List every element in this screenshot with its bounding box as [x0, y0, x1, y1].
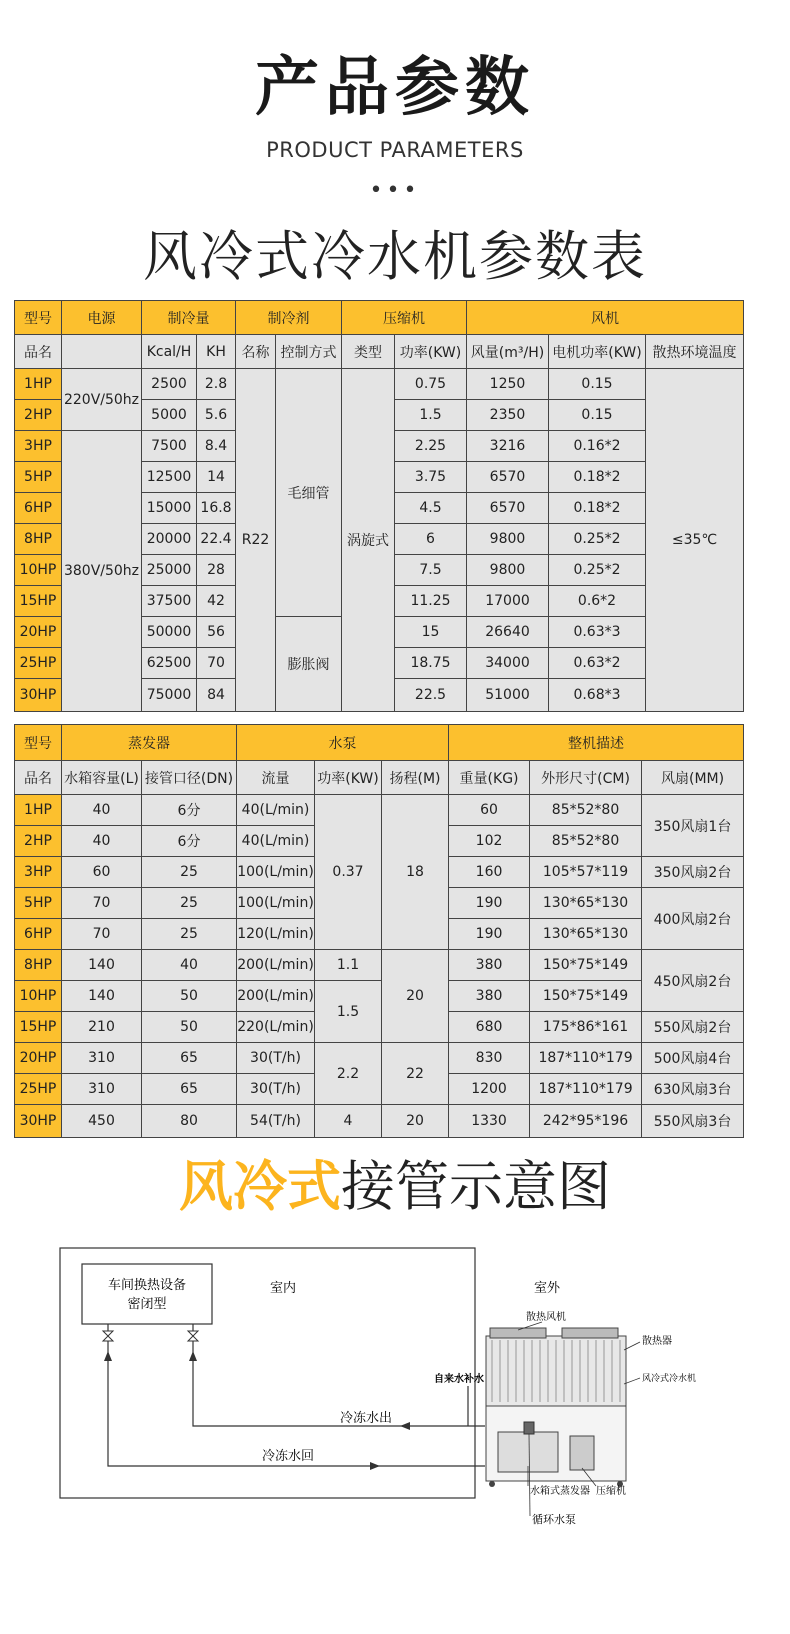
compressor-label: 压缩机 [596, 1486, 626, 1497]
weight-cell: 380 [449, 950, 530, 981]
kh-cell: 14 [197, 462, 236, 493]
fan-icon [490, 1328, 546, 1338]
airflow-cell: 2350 [467, 400, 549, 431]
fan-cell: 550风扇3台 [642, 1105, 744, 1138]
model-cell: 5HP [15, 462, 62, 493]
indoor-label: 室内 [270, 1281, 297, 1296]
model-cell: 15HP [15, 1012, 62, 1043]
pump-kw-cell: 4 [315, 1105, 382, 1138]
kcal-cell: 15000 [142, 493, 197, 524]
airflow-cell: 6570 [467, 493, 549, 524]
pump-label: 循环水泵 [532, 1513, 576, 1526]
kh-cell: 70 [197, 648, 236, 679]
model-cell: 20HP [15, 1043, 62, 1074]
table1-sub-motor: 电机功率(KW) [549, 335, 646, 369]
kw-cell: 1.5 [395, 400, 467, 431]
table2-header-evaporator: 蒸发器 [62, 725, 237, 761]
kw-cell: 4.5 [395, 493, 467, 524]
kcal-cell: 7500 [142, 431, 197, 462]
weight-cell: 160 [449, 857, 530, 888]
motor-cell: 0.18*2 [549, 462, 646, 493]
control-cell: 膨胀阀 [276, 617, 342, 712]
model-cell: 1HP [15, 369, 62, 400]
valve-icon [103, 1331, 113, 1341]
model-cell: 25HP [15, 648, 62, 679]
table-row [15, 981, 744, 1012]
fan-cell: 350风扇1台 [642, 795, 744, 857]
pump-kw-cell: 2.2 [315, 1043, 382, 1105]
flow-cell: 120(L/min) [237, 919, 315, 950]
params-table-1 [14, 300, 744, 712]
table-row [15, 795, 744, 826]
table1-sub-ref-name: 名称 [236, 335, 276, 369]
pipe-cell: 25 [142, 857, 237, 888]
table2-sub-weight: 重量(KG) [449, 761, 530, 795]
model-cell: 15HP [15, 586, 62, 617]
return-pipe [108, 1324, 485, 1466]
flow-cell: 30(T/h) [237, 1074, 315, 1105]
table1-sub-type: 类型 [342, 335, 395, 369]
table1-header-power: 电源 [62, 301, 142, 335]
table1-subheader-row [15, 335, 744, 369]
weight-cell: 1200 [449, 1074, 530, 1105]
arrow-right-icon [370, 1462, 380, 1470]
size-cell: 187*110*179 [530, 1074, 642, 1105]
tank-cell: 70 [62, 919, 142, 950]
kcal-cell: 20000 [142, 524, 197, 555]
model-cell: 8HP [15, 524, 62, 555]
airflow-cell: 9800 [467, 555, 549, 586]
table2-sub-pump-kw: 功率(KW) [315, 761, 382, 795]
table1-header-refrigerant: 制冷剂 [236, 301, 342, 335]
table1-sub-airflow: 风量(m³/H) [467, 335, 549, 369]
pipe-cell: 80 [142, 1105, 237, 1138]
size-cell: 85*52*80 [530, 826, 642, 857]
flow-cell: 40(L/min) [237, 826, 315, 857]
flow-cell: 200(L/min) [237, 950, 315, 981]
params-table-2 [14, 724, 744, 1138]
compressor-icon [570, 1436, 594, 1470]
page-subtitle: PRODUCT PARAMETERS [266, 138, 524, 162]
size-cell: 85*52*80 [530, 795, 642, 826]
flow-cell: 200(L/min) [237, 981, 315, 1012]
control-cell: 毛细管 [276, 369, 342, 617]
fan-cell: 630风扇3台 [642, 1074, 744, 1105]
model-cell: 30HP [15, 679, 62, 712]
unit-label: 风冷式冷水机 [642, 1374, 697, 1384]
airflow-cell: 17000 [467, 586, 549, 617]
table1-sub-kcal: Kcal/H [142, 335, 197, 369]
table-row [15, 369, 744, 400]
table1-sub-kh: KH [197, 335, 236, 369]
kw-cell: 11.25 [395, 586, 467, 617]
table1-header-cooling: 制冷量 [142, 301, 236, 335]
kh-cell: 2.8 [197, 369, 236, 400]
motor-cell: 0.6*2 [549, 586, 646, 617]
model-cell: 10HP [15, 555, 62, 586]
return-label: 冷冻水回 [262, 1449, 315, 1464]
size-cell: 130*65*130 [530, 919, 642, 950]
equipment-label-1: 车间换热设备 [107, 1278, 187, 1293]
airflow-cell: 1250 [467, 369, 549, 400]
model-cell: 10HP [15, 981, 62, 1012]
arrow-left-icon [400, 1422, 410, 1430]
kcal-cell: 50000 [142, 617, 197, 648]
makeup-label: 自来水补水 [434, 1374, 484, 1385]
chiller-unit [486, 1328, 626, 1487]
model-cell: 20HP [15, 617, 62, 648]
weight-cell: 380 [449, 981, 530, 1012]
arrow-up-icon [189, 1351, 197, 1361]
model-cell: 8HP [15, 950, 62, 981]
table2-sub-size: 外形尺寸(CM) [530, 761, 642, 795]
kw-cell: 6 [395, 524, 467, 555]
model-cell: 3HP [15, 857, 62, 888]
table2-subheader-row [15, 761, 744, 795]
tank-cell: 210 [62, 1012, 142, 1043]
size-cell: 187*110*179 [530, 1043, 642, 1074]
piping-diagram [40, 1236, 740, 1566]
table1-header-model: 型号 [15, 301, 62, 335]
outdoor-label: 室外 [534, 1281, 561, 1296]
airflow-cell: 3216 [467, 431, 549, 462]
pump-kw-cell: 0.37 [315, 795, 382, 950]
table2-sub-fan: 风扇(MM) [642, 761, 744, 795]
fan-cell: 400风扇2台 [642, 888, 744, 950]
weight-cell: 830 [449, 1043, 530, 1074]
table2-header-machine: 整机描述 [449, 725, 744, 761]
weight-cell: 60 [449, 795, 530, 826]
pipe-cell: 65 [142, 1043, 237, 1074]
env-temp-cell: ≤35℃ [646, 369, 744, 712]
airflow-cell: 9800 [467, 524, 549, 555]
kcal-cell: 75000 [142, 679, 197, 712]
table2-header-row [15, 725, 744, 761]
pump-head-cell: 20 [382, 950, 449, 1043]
size-cell: 130*65*130 [530, 888, 642, 919]
airflow-cell: 26640 [467, 617, 549, 648]
model-cell: 3HP [15, 431, 62, 462]
table2-sub-name: 品名 [15, 761, 62, 795]
fan-cell: 500风扇4台 [642, 1043, 744, 1074]
fan-cell: 550风扇2台 [642, 1012, 744, 1043]
pipe-cell: 40 [142, 950, 237, 981]
kw-cell: 22.5 [395, 679, 467, 712]
kw-cell: 7.5 [395, 555, 467, 586]
kcal-cell: 25000 [142, 555, 197, 586]
motor-cell: 0.63*2 [549, 648, 646, 679]
flow-cell: 40(L/min) [237, 795, 315, 826]
size-cell: 150*75*149 [530, 950, 642, 981]
table1-sub-env: 散热环境温度 [646, 335, 744, 369]
table1-sub-power-kw: 功率(KW) [395, 335, 467, 369]
fan-cell: 450风扇2台 [642, 950, 744, 1012]
model-cell: 1HP [15, 795, 62, 826]
pipe-cell: 25 [142, 888, 237, 919]
table2-sub-tank: 水箱容量(L) [62, 761, 142, 795]
tank-cell: 40 [62, 826, 142, 857]
table1-sub-empty [62, 335, 142, 369]
kh-cell: 56 [197, 617, 236, 648]
kh-cell: 5.6 [197, 400, 236, 431]
motor-cell: 0.16*2 [549, 431, 646, 462]
page-title: 产品参数 [255, 51, 535, 125]
tank-cell: 140 [62, 950, 142, 981]
table1-sub-name: 品名 [15, 335, 62, 369]
power-cell: 220V/50hz [62, 369, 142, 431]
model-cell: 2HP [15, 400, 62, 431]
kcal-cell: 5000 [142, 400, 197, 431]
kh-cell: 42 [197, 586, 236, 617]
fan-icon [562, 1328, 618, 1338]
model-cell: 6HP [15, 919, 62, 950]
weight-cell: 102 [449, 826, 530, 857]
equipment-box [82, 1264, 212, 1324]
pipe-cell: 50 [142, 1012, 237, 1043]
motor-cell: 0.18*2 [549, 493, 646, 524]
table2-header-pump: 水泵 [237, 725, 449, 761]
kcal-cell: 62500 [142, 648, 197, 679]
separator-dots: ••• [369, 178, 421, 203]
size-cell: 175*86*161 [530, 1012, 642, 1043]
kcal-cell: 2500 [142, 369, 197, 400]
tank-cell: 60 [62, 857, 142, 888]
kw-cell: 2.25 [395, 431, 467, 462]
pipe-cell: 6分 [142, 795, 237, 826]
size-cell: 150*75*149 [530, 981, 642, 1012]
pump-head-cell: 20 [382, 1105, 449, 1138]
arrow-up-icon [104, 1351, 112, 1361]
tank-cell: 40 [62, 795, 142, 826]
kw-cell: 0.75 [395, 369, 467, 400]
refrigerant-cell: R22 [236, 369, 276, 712]
motor-cell: 0.15 [549, 369, 646, 400]
diagram-title-rest: 接管示意图 [341, 1155, 611, 1218]
motor-cell: 0.25*2 [549, 524, 646, 555]
pipe-cell: 25 [142, 919, 237, 950]
size-cell: 105*57*119 [530, 857, 642, 888]
airflow-cell: 51000 [467, 679, 549, 712]
pipes [108, 1324, 485, 1466]
diagram-title [0, 1154, 790, 1220]
kh-cell: 8.4 [197, 431, 236, 462]
kw-cell: 3.75 [395, 462, 467, 493]
motor-cell: 0.25*2 [549, 555, 646, 586]
table1-sub-control: 控制方式 [276, 335, 342, 369]
weight-cell: 1330 [449, 1105, 530, 1138]
tank-cell: 310 [62, 1043, 142, 1074]
pump-head-cell: 18 [382, 795, 449, 950]
kw-cell: 15 [395, 617, 467, 648]
table1-header-row [15, 301, 744, 335]
table-row [15, 950, 744, 981]
motor-cell: 0.15 [549, 400, 646, 431]
pump-kw-cell: 1.1 [315, 950, 382, 981]
pump-icon [524, 1422, 534, 1434]
model-cell: 30HP [15, 1105, 62, 1138]
pipe-cell: 65 [142, 1074, 237, 1105]
motor-cell: 0.63*3 [549, 617, 646, 648]
diagram-title-accent: 风冷式 [179, 1155, 341, 1218]
pipe-cell: 50 [142, 981, 237, 1012]
size-cell: 242*95*196 [530, 1105, 642, 1138]
airflow-cell: 34000 [467, 648, 549, 679]
outlet-label: 冷冻水出 [340, 1411, 393, 1426]
kcal-cell: 12500 [142, 462, 197, 493]
flow-cell: 54(T/h) [237, 1105, 315, 1138]
kh-cell: 22.4 [197, 524, 236, 555]
flow-cell: 100(L/min) [237, 888, 315, 919]
weight-cell: 190 [449, 919, 530, 950]
flow-cell: 30(T/h) [237, 1043, 315, 1074]
equipment-label-2: 密闭型 [127, 1297, 167, 1312]
tank-cell: 450 [62, 1105, 142, 1138]
kw-cell: 18.75 [395, 648, 467, 679]
table2-sub-flow: 流量 [237, 761, 315, 795]
tank-cell: 140 [62, 981, 142, 1012]
model-cell: 2HP [15, 826, 62, 857]
kh-cell: 16.8 [197, 493, 236, 524]
model-cell: 6HP [15, 493, 62, 524]
table2-sub-pipe: 接管口径(DN) [142, 761, 237, 795]
table1-header-compressor: 压缩机 [342, 301, 467, 335]
tank-cell: 310 [62, 1074, 142, 1105]
airflow-cell: 6570 [467, 462, 549, 493]
motor-cell: 0.68*3 [549, 679, 646, 712]
fan-label: 散热风机 [526, 1312, 566, 1323]
flow-cell: 100(L/min) [237, 857, 315, 888]
radiator-label: 散热器 [642, 1336, 672, 1347]
model-cell: 5HP [15, 888, 62, 919]
weight-cell: 190 [449, 888, 530, 919]
valve-icon [188, 1331, 198, 1341]
section-title: 风冷式冷水机参数表 [143, 225, 647, 288]
pump-kw-cell: 1.5 [315, 981, 382, 1043]
flow-cell: 220(L/min) [237, 1012, 315, 1043]
table2-header-model: 型号 [15, 725, 62, 761]
table1-header-fan: 风机 [467, 301, 744, 335]
evap-label: 水箱式蒸发器 [530, 1486, 590, 1497]
table2-sub-head: 扬程(M) [382, 761, 449, 795]
compressor-type-cell: 涡旋式 [342, 369, 395, 712]
pipe-cell: 6分 [142, 826, 237, 857]
power-cell: 380V/50hz [62, 431, 142, 712]
model-cell: 25HP [15, 1074, 62, 1105]
kh-cell: 28 [197, 555, 236, 586]
wheel-icon [489, 1481, 495, 1487]
table-row [15, 1043, 744, 1074]
weight-cell: 680 [449, 1012, 530, 1043]
table-row [15, 1105, 744, 1138]
fan-cell: 350风扇2台 [642, 857, 744, 888]
pump-head-cell: 22 [382, 1043, 449, 1105]
tank-cell: 70 [62, 888, 142, 919]
kcal-cell: 37500 [142, 586, 197, 617]
kh-cell: 84 [197, 679, 236, 712]
